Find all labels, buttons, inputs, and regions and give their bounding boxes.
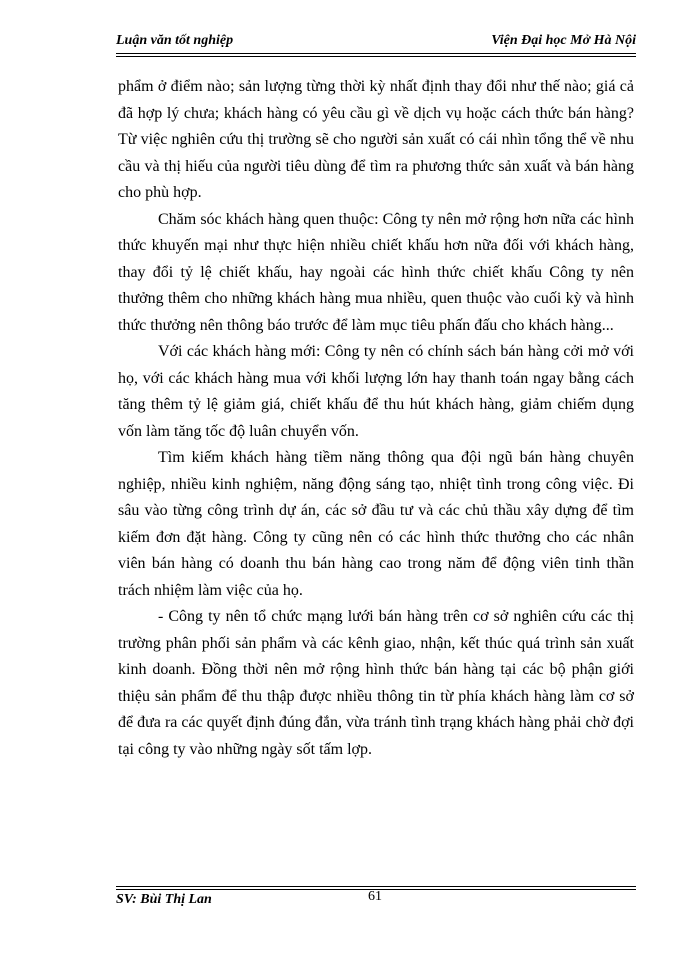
paragraph-3: Với các khách hàng mới: Công ty nên có chính sách bán hàng cởi mở với họ, với các khách hàng mua với khối lượng lớn hay thanh toán ngay bằng cách tăng thêm tỷ lệ giảm giá, chiết khấu để thu hút khách hàng, giảm chiếm dụng vốn làm tăng tốc độ luân chuyển vốn. [118,343,634,440]
paragraph-1: phẩm ở điểm nào; sản lượng từng thời kỳ nhất định thay đổi như thế nào; giá cả đã hợp lý chưa; khách hàng có yêu cầu gì về dịch vụ hoặc cách thức bán hàng? Từ việc nghiên cứu thị trường sẽ cho người sản xuất có cái nhìn tổng thể về nhu cầu và thị hiếu của người tiêu dùng để tìm ra phương thức sản xuất và bán hàng cho phù hợp. [118,78,634,201]
page-header [116,33,636,51]
document-body [118,74,634,763]
header-institution-label: Viện Đại học Mở Hà Nội [491,33,636,48]
header-rule [116,53,636,57]
header-thesis-label: Luận văn tốt nghiệp [116,33,234,48]
page-number: 61 [368,889,382,904]
paragraph-5: - Công ty nên tổ chức mạng lưới bán hàng trên cơ sở nghiên cứu các thị trường phân phối sản phẩm và các kênh giao, nhận, kết thúc quá trình sản xuất kinh doanh. Đồng thời nên mở rộng hình thức bán hàng tại các bộ phận giới thiệu sản phẩm để thu thập được nhiều thông tin từ phía khách hàng làm cơ sở để đưa ra các quyết định đúng đắn, vừa tránh tình trạng khách hàng phải chờ đợi tại công ty vào những ngày sốt tấm lợp. [118,608,634,758]
footer-author: SV: Bùi Thị Lan [116,892,212,907]
paragraph-2: Chăm sóc khách hàng quen thuộc: Công ty nên mở rộng hơn nữa các hình thức khuyến mại như thực hiện nhiều chiết khấu hơn nữa đối với khách hàng, thay đổi tỷ lệ chiết khấu, hay ngoài các hình thức chiết khấu Công ty nên thưởng thêm cho những khách hàng mua nhiều, quen thuộc vào cuối kỳ và hình thức thưởng nên thông báo trước để làm mục tiêu phấn đấu cho khách hàng... [118,210,634,334]
paragraph-4: Tìm kiếm khách hàng tiềm năng thông qua đội ngũ bán hàng chuyên nghiệp, nhiều kinh nghiệm, năng động sáng tạo, nhiệt tình trong công việc. Đi sâu vào từng công trình dự án, các sở đầu tư và các chủ thầu xây dựng để tìm kiếm đơn đặt hàng. Công ty cũng nên có các hình thức thưởng cho các nhân viên bán hàng có doanh thu bán hàng cao trong năm để động viên tinh thần trách nhiệm làm việc của họ. [118,449,634,599]
